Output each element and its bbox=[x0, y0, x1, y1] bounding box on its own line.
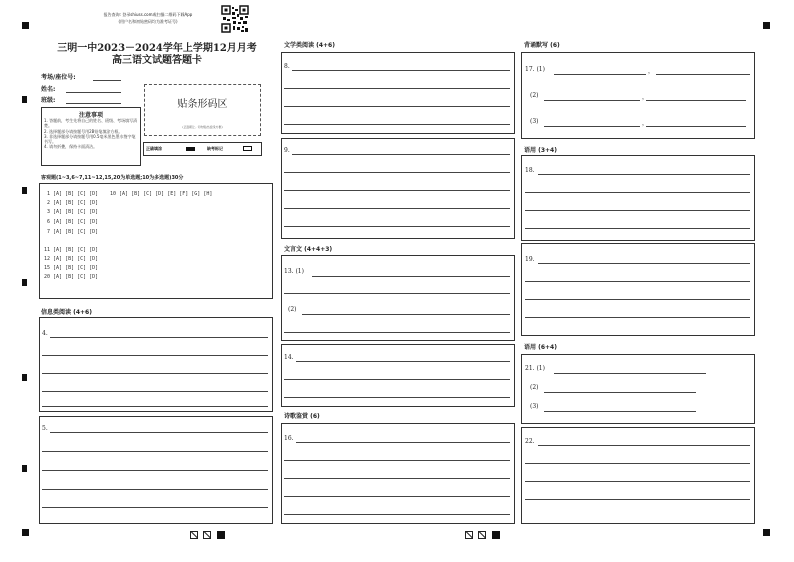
answer-box-q8[interactable] bbox=[281, 52, 515, 134]
answer-box-q9[interactable] bbox=[281, 138, 515, 239]
answer-line bbox=[284, 460, 510, 461]
answer-line bbox=[544, 126, 640, 127]
timing-mark bbox=[22, 374, 27, 381]
absent-mark-label: 缺考标记 bbox=[207, 146, 223, 151]
fill-legend bbox=[143, 142, 262, 156]
answer-box-q22[interactable] bbox=[521, 427, 755, 524]
password-notice: (用户名和初始密码均为准考证号) bbox=[118, 19, 178, 24]
question-number: 4. bbox=[42, 330, 48, 337]
answer-line bbox=[525, 463, 750, 464]
mcq-row[interactable]: 1 [A] [B] [C] [D] bbox=[47, 191, 99, 197]
answer-box-q21[interactable] bbox=[521, 354, 755, 424]
answer-box-q14[interactable] bbox=[281, 344, 515, 407]
question-number: 5. bbox=[42, 425, 48, 432]
name-field[interactable] bbox=[66, 92, 121, 93]
notes-item: 2. 选择题部分请按题号用2B铅笔填涂方框。 bbox=[44, 128, 123, 134]
section-title-lit-reading: 文学类阅读 (4+6) bbox=[284, 42, 335, 49]
report-notice: 报告查询: 登录shiuss.com或扫描二维码下载App bbox=[103, 12, 193, 17]
mcq-row[interactable]: 7 [A] [B] [C] [D] bbox=[47, 229, 99, 235]
section-title-info-reading: 信息类阅读 (4+6) bbox=[41, 309, 92, 316]
exam-seat-field[interactable] bbox=[93, 80, 121, 81]
barcode-area bbox=[144, 84, 261, 136]
answer-line bbox=[656, 74, 750, 75]
comma-separator: ， bbox=[648, 68, 655, 75]
answer-line bbox=[544, 100, 640, 101]
answer-box-q17[interactable] bbox=[521, 52, 755, 139]
class-label: 班级: bbox=[41, 97, 56, 104]
answer-line bbox=[42, 507, 268, 508]
answer-line bbox=[42, 451, 268, 452]
question-number: 13. (1) bbox=[284, 268, 304, 275]
absent-mark-checkbox[interactable] bbox=[243, 146, 252, 151]
qr-code-icon bbox=[221, 5, 249, 33]
answer-line bbox=[544, 411, 696, 412]
mcq-box bbox=[39, 183, 273, 299]
mcq-row[interactable]: 12 [A] [B] [C] [D] bbox=[44, 256, 99, 262]
notes-box bbox=[41, 107, 141, 166]
answer-line bbox=[296, 442, 510, 443]
answer-box-q13[interactable] bbox=[281, 255, 515, 341]
answer-line bbox=[525, 192, 750, 193]
page-id-mark bbox=[190, 531, 198, 539]
name-label: 姓名: bbox=[41, 86, 56, 93]
question-number: 19. bbox=[525, 256, 535, 263]
barcode-note: (正面朝上, 切勿贴出虚线方框) bbox=[182, 125, 223, 129]
answer-box-q5[interactable] bbox=[39, 416, 273, 524]
answer-line bbox=[42, 406, 268, 407]
mcq-row[interactable]: 20 [A] [B] [C] [D] bbox=[44, 274, 99, 280]
answer-line bbox=[284, 124, 510, 125]
answer-line bbox=[284, 496, 510, 497]
answer-line bbox=[292, 70, 510, 71]
question-subnumber: (2) bbox=[288, 306, 297, 313]
answer-line bbox=[42, 373, 268, 374]
mcq-title: 客观题(1~3,6~7,11~12,15,20为单选题;10为多选题)30分 bbox=[41, 175, 184, 181]
section-title-poetry: 诗歌鉴赏 (6) bbox=[284, 413, 320, 420]
answer-line bbox=[296, 361, 510, 362]
question-number: 9. bbox=[284, 147, 290, 154]
mcq-row[interactable]: 10 [A] [B] [C] [D] [E] [F] [G] [H] bbox=[110, 191, 213, 197]
page-id-mark bbox=[492, 531, 500, 539]
question-subnumber: (2) bbox=[530, 384, 539, 391]
mcq-row[interactable]: 6 [A] [B] [C] [D] bbox=[47, 219, 99, 225]
answer-line bbox=[284, 397, 510, 398]
answer-line bbox=[544, 392, 696, 393]
answer-line bbox=[284, 226, 510, 227]
question-number: 18. bbox=[525, 167, 535, 174]
timing-mark bbox=[22, 465, 27, 472]
answer-line bbox=[554, 373, 706, 374]
timing-mark bbox=[22, 187, 27, 194]
notes-title: 注意事项 bbox=[78, 112, 103, 119]
timing-mark bbox=[22, 96, 27, 103]
mcq-row[interactable]: 2 [A] [B] [C] [D] bbox=[47, 200, 99, 206]
question-subnumber: (3) bbox=[530, 403, 539, 410]
answer-line bbox=[525, 481, 750, 482]
question-number: 8. bbox=[284, 63, 290, 70]
answer-line bbox=[284, 478, 510, 479]
answer-line bbox=[284, 172, 510, 173]
answer-line bbox=[646, 126, 746, 127]
question-subnumber: (3) bbox=[530, 118, 539, 125]
answer-line bbox=[284, 293, 510, 294]
registration-mark bbox=[763, 22, 770, 29]
answer-box-q18[interactable] bbox=[521, 155, 755, 241]
answer-line bbox=[538, 445, 750, 446]
mcq-row[interactable]: 3 [A] [B] [C] [D] bbox=[47, 209, 99, 215]
notes-list bbox=[44, 118, 139, 150]
exam-seat-label: 考场/座位号: bbox=[41, 74, 76, 81]
question-number: 16. bbox=[284, 435, 294, 442]
answer-line bbox=[42, 470, 268, 471]
class-field[interactable] bbox=[66, 103, 121, 104]
answer-line bbox=[525, 299, 750, 300]
answer-line bbox=[284, 332, 510, 333]
section-title-usage1: 语用 (3+4) bbox=[524, 147, 557, 154]
question-subnumber: (2) bbox=[530, 92, 539, 99]
answer-line bbox=[292, 154, 510, 155]
answer-line bbox=[525, 317, 750, 318]
question-number: 17. (1) bbox=[525, 66, 545, 73]
answer-line bbox=[525, 210, 750, 211]
page-id-mark bbox=[465, 531, 473, 539]
answer-box-q19[interactable] bbox=[521, 243, 755, 336]
section-title-usage2: 语用 (6+4) bbox=[524, 344, 557, 351]
answer-line bbox=[646, 100, 746, 101]
page-id-mark bbox=[203, 531, 211, 539]
mcq-row[interactable]: 15 [A] [B] [C] [D] bbox=[44, 265, 99, 271]
registration-mark bbox=[763, 529, 770, 536]
correct-fill-example bbox=[186, 147, 195, 151]
answer-line bbox=[312, 276, 510, 277]
section-title-classical: 文言文 (4+4+3) bbox=[284, 246, 333, 253]
correct-fill-label: 正确填涂 bbox=[146, 146, 162, 151]
page-id-mark bbox=[478, 531, 486, 539]
answer-line bbox=[525, 499, 750, 500]
comma-separator: ， bbox=[642, 94, 649, 101]
section-title-recite: 背诵默写 (6) bbox=[524, 42, 560, 49]
answer-line bbox=[284, 379, 510, 380]
answer-line bbox=[525, 281, 750, 282]
answer-line bbox=[538, 174, 750, 175]
registration-mark bbox=[22, 22, 29, 29]
answer-line bbox=[50, 432, 268, 433]
answer-line bbox=[302, 314, 510, 315]
page-subtitle: 高三语文试题答题卡 bbox=[112, 55, 202, 66]
answer-line bbox=[42, 355, 268, 356]
page-title: 三明一中2023－2024学年上学期12月月考 bbox=[57, 43, 257, 54]
answer-line bbox=[42, 489, 268, 490]
answer-line bbox=[554, 74, 646, 75]
notes-item: 4. 请勿折叠，保持卡面清洁。 bbox=[44, 144, 98, 150]
notes-item: 3. 非选择题部分请按题号用0.5毫米黑色墨水签字笔书写。 bbox=[44, 133, 136, 145]
answer-line bbox=[525, 228, 750, 229]
barcode-label: 贴条形码区 bbox=[177, 99, 228, 110]
answer-line bbox=[284, 106, 510, 107]
mcq-row[interactable]: 11 [A] [B] [C] [D] bbox=[44, 247, 99, 253]
timing-mark bbox=[22, 279, 27, 286]
comma-separator: ， bbox=[642, 120, 649, 127]
question-number: 14. bbox=[284, 354, 294, 361]
answer-line bbox=[538, 263, 750, 264]
answer-line bbox=[284, 88, 510, 89]
question-number: 22. bbox=[525, 438, 535, 445]
answer-line bbox=[284, 190, 510, 191]
answer-line bbox=[42, 391, 268, 392]
notes-item: 1. 答题前，考生先将自己的姓名、班级、考场填写清楚。 bbox=[44, 118, 138, 129]
page-id-mark bbox=[217, 531, 225, 539]
answer-line bbox=[50, 337, 268, 338]
answer-box-q16[interactable] bbox=[281, 423, 515, 524]
answer-line bbox=[284, 514, 510, 515]
answer-line bbox=[284, 208, 510, 209]
question-number: 21. (1) bbox=[525, 365, 545, 372]
answer-box-q4[interactable] bbox=[39, 317, 273, 412]
registration-mark bbox=[22, 529, 29, 536]
